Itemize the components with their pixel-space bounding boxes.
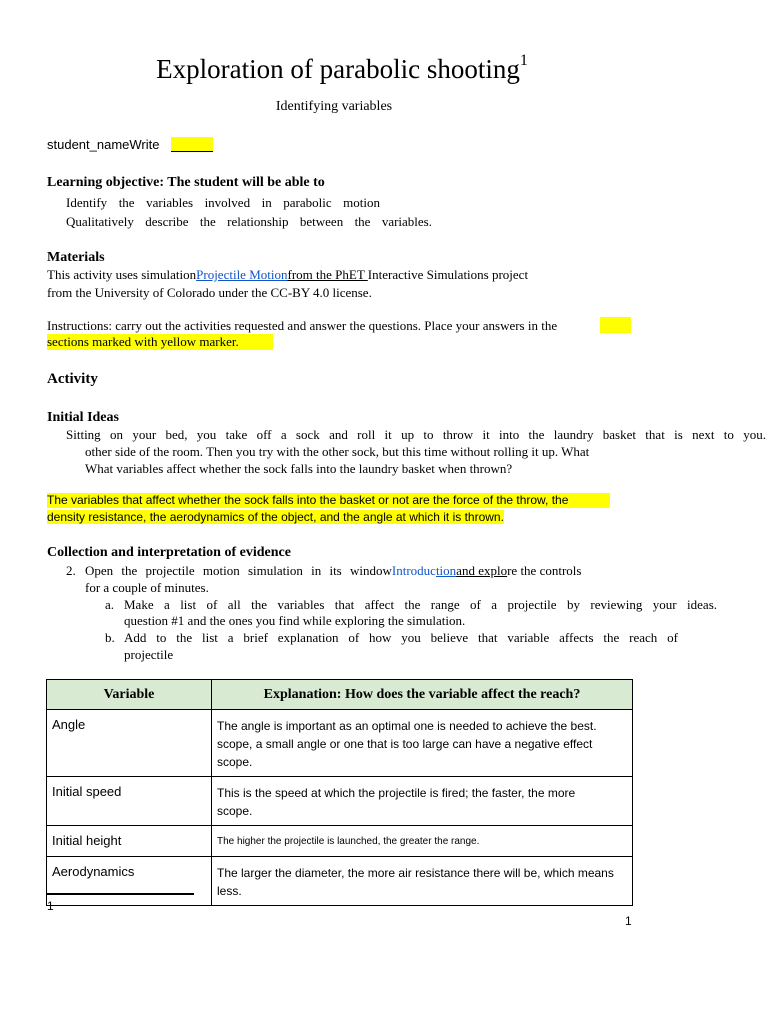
header-variable: Variable xyxy=(47,680,212,710)
initial-ideas-line-1: Sitting on your bed, you take off a sock and roll it up to throw it into the laundry basket that is next to you. xyxy=(66,427,766,442)
variable-cell: Angle xyxy=(47,710,212,777)
sub-item-b-line-1: Add to the list a brief explanation of how you believe that variable affects the reach of xyxy=(124,630,678,645)
answer-highlight-1: The variables that affect whether the sock falls into the basket or not are the force of the throw, the xyxy=(47,493,610,508)
table-row xyxy=(47,777,633,826)
sub-item-a-line-1: Make a list of all the variables that affect the range of a projectile by reviewing your ideas. xyxy=(124,597,717,612)
explanation-line: scope. xyxy=(217,755,253,769)
instructions-highlight-mark xyxy=(600,317,631,333)
objective-item-1: Identify the variables involved in parabolic motion xyxy=(66,195,380,210)
sub-item-a-line-2: question #1 and the ones you find while exploring the simulation. xyxy=(124,613,466,628)
student-name-label: student_nameWrite xyxy=(47,137,160,152)
materials-text-phet: from the PhET xyxy=(287,267,368,282)
table-row xyxy=(47,857,633,906)
explanation-line: The angle is important as an optimal one is needed to achieve the best. xyxy=(217,719,597,733)
title-text: Exploration of parabolic shooting xyxy=(156,54,520,84)
explanation-cell[interactable] xyxy=(212,777,633,826)
answer-highlight-2: density resistance, the aerodynamics of the object, and the angle at which it is thrown. xyxy=(47,510,504,524)
evidence-item-text: Open the projectile motion simulation in its window xyxy=(85,563,392,578)
footnote-separator xyxy=(47,893,194,895)
initial-ideas-line-3: What variables affect whether the sock falls into the laundry basket when thrown? xyxy=(85,461,513,476)
explanation-cell[interactable] xyxy=(212,857,633,906)
evidence-item-number: 2. xyxy=(66,563,76,578)
instructions-line-1: Instructions: carry out the activities requested and answer the questions. Place your answers in the xyxy=(47,318,558,333)
materials-text: This activity uses simulation xyxy=(47,267,197,282)
evidence-item-line-1 xyxy=(85,563,581,579)
learning-objective-heading: Learning objective: The student will be able to xyxy=(47,175,325,190)
evidence-item-line-2: for a couple of minutes. xyxy=(85,580,209,595)
introduction-link-underlined[interactable]: tion xyxy=(435,563,457,578)
materials-text-suffix: Interactive Simulations project xyxy=(367,267,529,282)
evidence-item-text-explore: and exp xyxy=(456,563,497,578)
evidence-heading: Collection and interpretation of evidence xyxy=(47,545,291,560)
sub-item-a-marker: a. xyxy=(105,597,115,612)
page-number: 1 xyxy=(625,914,632,928)
explanation-cell[interactable] xyxy=(212,826,633,857)
explanation-line: scope, a small angle or one that is too large can have a negative effect xyxy=(217,737,593,751)
document-subtitle: Identifying variables xyxy=(275,99,393,114)
instructions-line-2 xyxy=(47,334,273,350)
materials-heading: Materials xyxy=(47,250,105,265)
evidence-item-text-suffix: re the controls xyxy=(507,563,582,578)
instructions-highlighted-text: sections marked with yellow marker. xyxy=(47,334,273,350)
initial-ideas-line-2: other side of the room. Then you try with the other sock, but this time without rolling it up. What xyxy=(85,444,590,459)
introduction-link[interactable]: Introduc xyxy=(391,563,436,578)
objective-item-2: Qualitatively describe the relationship between the variables. xyxy=(66,214,432,229)
document-title xyxy=(0,54,684,85)
evidence-item-text-explore-ul: lo xyxy=(496,563,508,578)
answer-line-1[interactable] xyxy=(47,493,610,508)
activity-heading: Activity xyxy=(47,371,98,387)
sub-item-b-marker: b. xyxy=(105,630,115,645)
variable-cell: Initial speed xyxy=(47,777,212,826)
table-header-row xyxy=(47,680,633,710)
table-row xyxy=(47,710,633,777)
answer-line-2[interactable] xyxy=(47,510,504,525)
explanation-line: This is the speed at which the projectile is fired; the faster, the more xyxy=(217,786,576,800)
sub-item-b-line-2: projectile xyxy=(124,647,174,662)
explanation-line: The larger the diameter, the more air resistance there will be, which means less. xyxy=(217,866,614,898)
student-name-answer-field[interactable] xyxy=(171,137,213,152)
explanation-line: The higher the projectile is launched, the greater the range. xyxy=(217,836,480,847)
materials-line-1 xyxy=(47,267,528,283)
variable-cell: Initial height xyxy=(47,826,212,857)
materials-line-2: from the University of Colorado under the CC-BY 4.0 license. xyxy=(47,285,372,300)
initial-ideas-heading: Initial Ideas xyxy=(47,410,119,425)
variable-cell: Aerodynamics xyxy=(47,857,212,906)
variables-table xyxy=(46,679,633,906)
title-footnote-marker: 1 xyxy=(519,52,528,69)
explanation-line: scope. xyxy=(217,804,253,818)
header-explanation: Explanation: How does the variable affect the reach? xyxy=(212,680,633,710)
footnote-number: 1 xyxy=(47,899,54,913)
table-row xyxy=(47,826,633,857)
projectile-motion-link[interactable]: Projectile Motion xyxy=(196,267,288,282)
explanation-cell[interactable] xyxy=(212,710,633,777)
